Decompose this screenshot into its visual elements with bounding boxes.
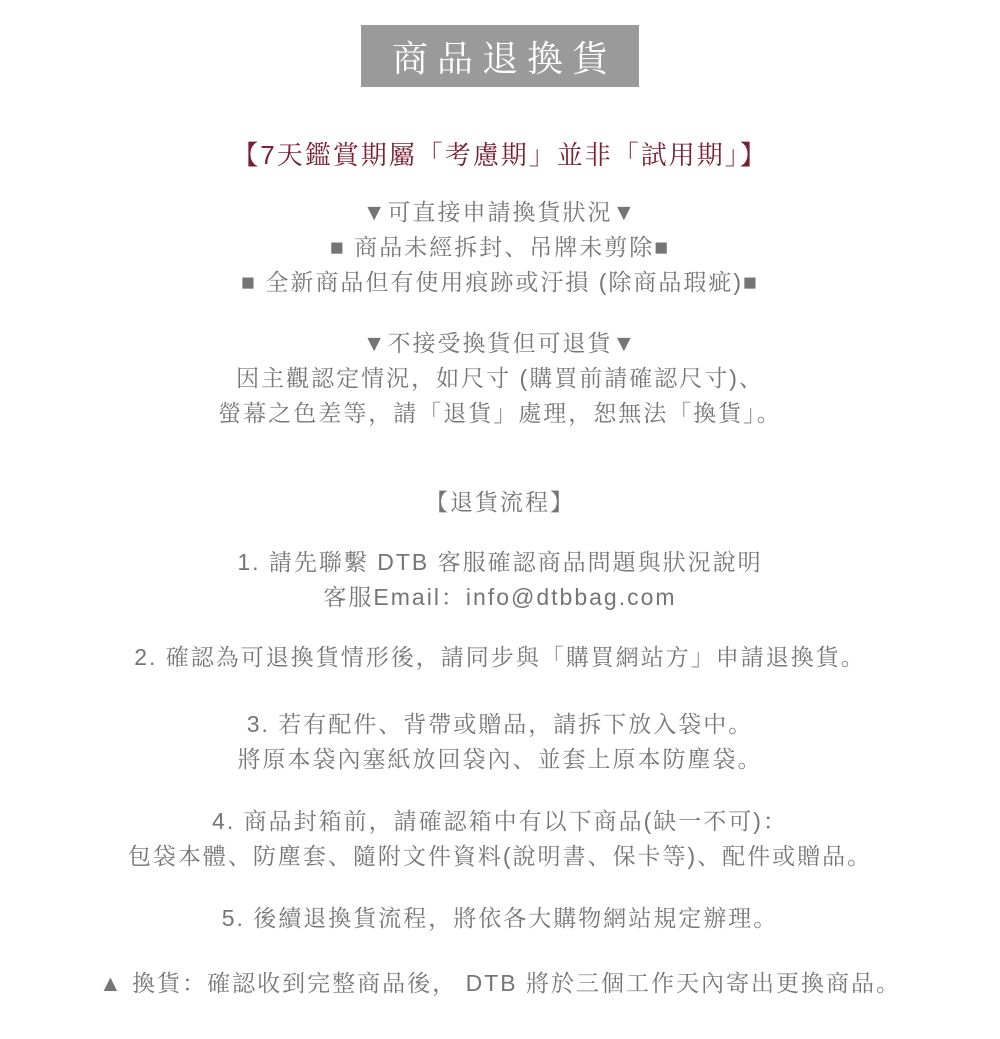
section-exchangeable-conditions <box>0 195 1000 300</box>
condition-line: ■ 全新商品但有使用痕跡或汙損 (除商品瑕疵)■ <box>241 269 759 295</box>
exchange-shipping-note <box>0 966 1000 1001</box>
step-line: 1. 請先聯繫 DTB 客服確認商品問題與狀況說明 <box>237 549 763 575</box>
customer-service-email: 客服Email：info@dtbbag.com <box>323 584 677 610</box>
step-line: 2. 確認為可退換貨情形後，請同步與「購買網站方」申請退換貨。 <box>134 644 866 670</box>
step-line: 將原本袋內塞紙放回袋內、並套上原本防塵袋。 <box>237 746 763 772</box>
step-line: 4. 商品封箱前，請確認箱中有以下商品(缺一不可)： <box>212 808 788 834</box>
condition-line: ■ 商品未經拆封、吊牌未剪除■ <box>329 234 671 260</box>
section-heading: 【退貨流程】 <box>425 489 575 515</box>
condition-line: 因主觀認定情況，如尺寸 (購買前請確認尺寸)、 <box>236 365 764 391</box>
page-title-banner <box>361 25 639 87</box>
page-title: 商品退換貨 <box>391 37 617 79</box>
refund-process-title <box>0 485 1000 520</box>
refund-step-1 <box>0 545 1000 615</box>
step-line: 包袋本體、防塵套、隨附文件資料(說明書、保卡等)、配件或贈品。 <box>127 843 873 869</box>
note-line: ▲ 換貨：確認收到完整商品後， DTB 將於三個工作天內寄出更換商品。 <box>99 970 901 996</box>
condition-line: 螢幕之色差等，請「退貨」處理，恕無法「換貨」。 <box>218 400 782 426</box>
section-refund-only-conditions <box>0 326 1000 431</box>
appreciation-period-notice: 【7天鑑賞期屬「考慮期」並非「試用期」】 <box>232 140 768 170</box>
refund-step-3 <box>0 707 1000 777</box>
section-heading: ▼可直接申請換貨狀況▼ <box>362 199 638 225</box>
section-heading: ▼不接受換貨但可退貨▼ <box>362 330 638 356</box>
step-line: 5. 後續退換貨流程，將依各大購物網站規定辦理。 <box>221 905 779 931</box>
refund-step-5 <box>0 901 1000 936</box>
refund-step-4 <box>0 804 1000 874</box>
refund-step-2 <box>0 640 1000 675</box>
step-line: 3. 若有配件、背帶或贈品，請拆下放入袋中。 <box>246 711 754 737</box>
